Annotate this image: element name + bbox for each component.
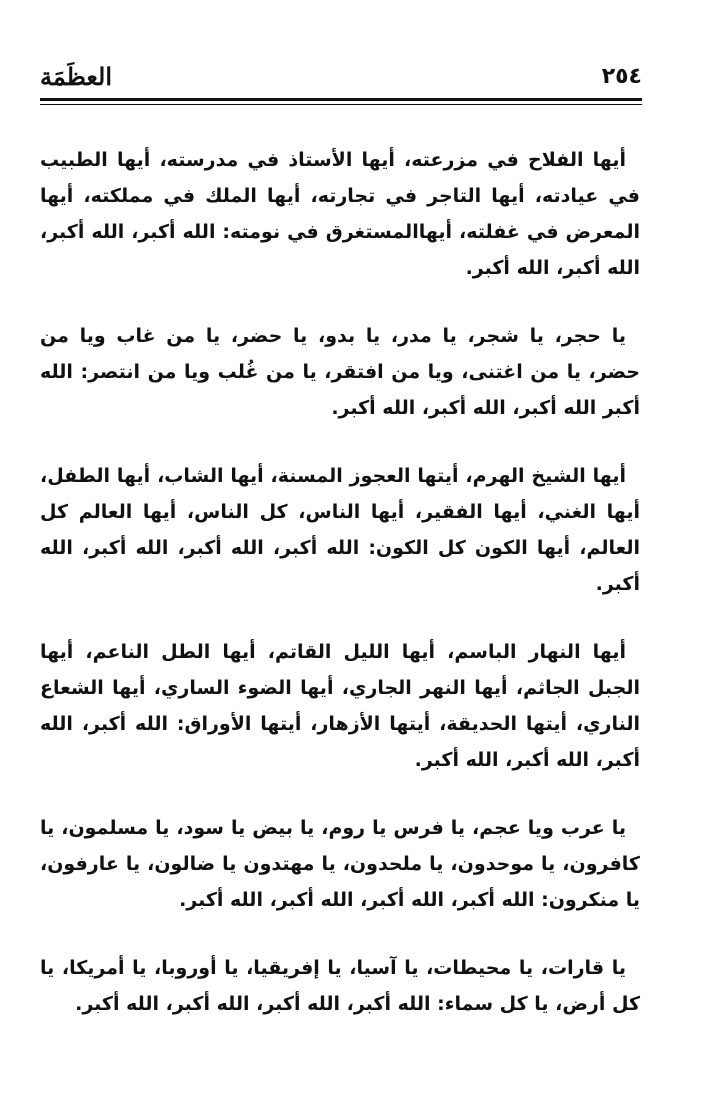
header-rule-thick bbox=[40, 98, 642, 101]
body-text bbox=[40, 142, 640, 1054]
paragraph-2: يا حجر، يا شجر، يا مدر، يا بدو، يا حضر، يا من غاب ويا من حضر، يا من اغتنى، ويا من افتقر، يا من غُلب ويا من انتصر: الله أكبر الله أكبر، الله أكبر، الله أكبر. bbox=[40, 325, 640, 419]
page-number: ٢٥٤ bbox=[601, 64, 642, 89]
paragraph-6: يا قارات، يا محيطات، يا آسيا، يا إفريقيا، يا أوروبا، يا أمريكا، يا كل أرض، يا كل سماء: الله أكبر، الله أكبر، الله أكبر، الله أكبر. bbox=[40, 957, 640, 1015]
paragraph-5: يا عرب ويا عجم، يا فرس يا روم، يا بيض يا سود، يا مسلمون، يا كافرون، يا موحدون، يا ملحدون، يا مهتدون يا ضالون، يا عارفون، يا منكرون: الله أكبر، الله أكبر، الله أكبر، الله أكبر. bbox=[40, 817, 640, 911]
page-header bbox=[40, 62, 642, 98]
paragraph-3: أيها الشيخ الهرم، أيتها العجوز المسنة، أيها الشاب، أيها الطفل، أيها الغني، أيها الفقير، أيها الناس، كل الناس، أيها العالم كل العالم، أيها الكون كل الكون: الله أكبر، الله أكبر، الله أكبر، الله أكبر. bbox=[40, 465, 640, 595]
header-rule-thin bbox=[40, 104, 642, 105]
running-title: العظَمَة bbox=[40, 62, 112, 91]
paragraph-4: أيها النهار الباسم، أيها الليل القاتم، أيها الطل الناعم، أيها الجبل الجاثم، أيها النهر الجاري، أيها الضوء الساري، أيها الشعاع الناري، أيتها الحديقة، أيتها الأزهار، أيتها الأوراق: الله أكبر، الله أكبر، الله أكبر، الله أكبر. bbox=[40, 641, 640, 771]
paragraph-1: أيها الفلاح في مزرعته، أيها الأستاذ في مدرسته، أيها الطبيب في عيادته، أيها التاجر في تجارته، أيها الملك في مملكته، أيها المعرض في غفلته، أيهاالمستغرق في نومته: الله أكبر، الله أكبر، الله أكبر، الله أكبر. bbox=[40, 149, 640, 279]
